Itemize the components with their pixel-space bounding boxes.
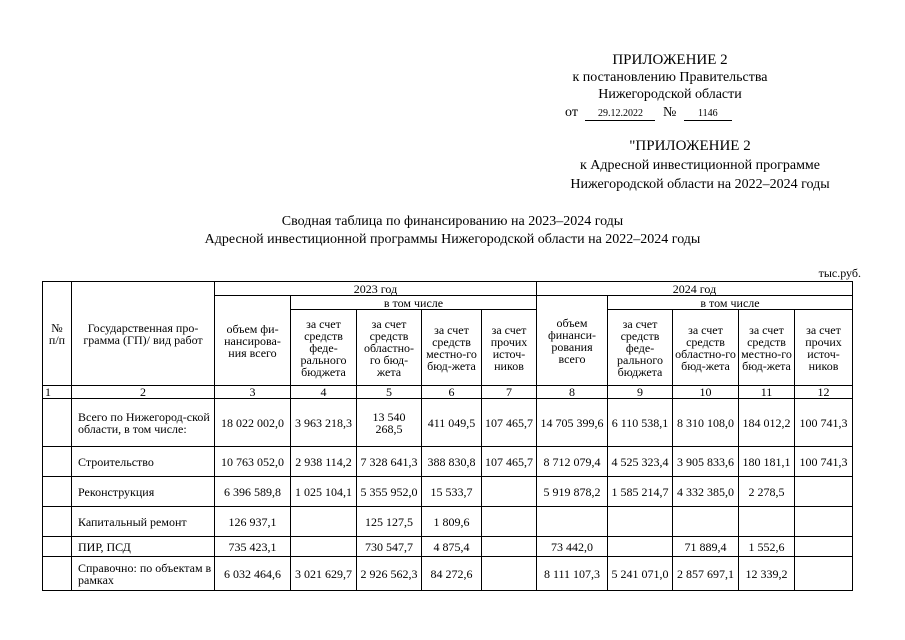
col-number: 6 <box>422 386 482 399</box>
col-number: 2 <box>72 386 215 399</box>
program-appendix-title: "ПРИЛОЖЕНИЕ 2 <box>629 138 751 154</box>
number-value: 1146 <box>684 108 732 121</box>
value-cell: 1 552,6 <box>739 537 795 557</box>
value-cell: 10 763 052,0 <box>215 447 291 477</box>
financing-table <box>42 281 853 591</box>
value-cell: 2 938 114,2 <box>291 447 357 477</box>
row-num-cell <box>43 507 72 537</box>
col-number: 8 <box>537 386 608 399</box>
value-cell: 1 809,6 <box>422 507 482 537</box>
col-number: 3 <box>215 386 291 399</box>
value-cell: 3 905 833,6 <box>673 447 739 477</box>
header-local-2023: за счет средств местно-го бюд-жета <box>422 310 482 386</box>
doc-title-line1: Сводная таблица по финансированию на 2023–2024 годы <box>281 214 624 229</box>
doc-title-line2: Адресной инвестиционной программы Нижегородской области на 2022–2024 годы <box>204 232 701 247</box>
value-cell: 3 021 629,7 <box>291 557 357 591</box>
row-name-cell: Строительство <box>72 447 215 477</box>
value-cell: 15 533,7 <box>422 477 482 507</box>
value-cell: 6 110 538,1 <box>608 399 673 447</box>
header-incl-2023: в том числе <box>291 296 537 310</box>
value-cell: 6 032 464,6 <box>215 557 291 591</box>
value-cell <box>608 537 673 557</box>
row-name-cell: Реконструкция <box>72 477 215 507</box>
header-total-2023: объем фи-нансирова-ния всего <box>215 296 291 386</box>
value-cell <box>608 507 673 537</box>
value-cell: 7 328 641,3 <box>357 447 422 477</box>
value-cell <box>739 507 795 537</box>
units-label: тыс.руб. <box>818 266 861 280</box>
header-total-2024: объем финанси-рования всего <box>537 296 608 386</box>
value-cell: 4 875,4 <box>422 537 482 557</box>
value-cell <box>482 507 537 537</box>
row-name-cell: Всего по Нижегород-ской области, в том числе: <box>72 399 215 447</box>
appendix-date-line <box>565 105 805 121</box>
header-local-2024: за счет средств местно-го бюд-жета <box>739 310 795 386</box>
row-num-cell <box>43 477 72 507</box>
value-cell: 84 272,6 <box>422 557 482 591</box>
value-cell: 8 712 079,4 <box>537 447 608 477</box>
value-cell <box>482 537 537 557</box>
row-name-cell: Капитальный ремонт <box>72 507 215 537</box>
value-cell: 411 049,5 <box>422 399 482 447</box>
value-cell: 388 830,8 <box>422 447 482 477</box>
value-cell: 13 540 268,5 <box>357 399 422 447</box>
value-cell: 100 741,3 <box>795 399 853 447</box>
header-num: № п/п <box>43 282 72 386</box>
value-cell: 2 926 562,3 <box>357 557 422 591</box>
row-num-cell <box>43 399 72 447</box>
value-cell: 180 181,1 <box>739 447 795 477</box>
value-cell: 12 339,2 <box>739 557 795 591</box>
row-name-cell: ПИР, ПСД <box>72 537 215 557</box>
value-cell: 2 857 697,1 <box>673 557 739 591</box>
value-cell: 735 423,1 <box>215 537 291 557</box>
value-cell <box>795 507 853 537</box>
value-cell: 4 332 385,0 <box>673 477 739 507</box>
number-sign: № <box>662 105 677 120</box>
header-other-2024: за счет прочих источ-ников <box>795 310 853 386</box>
table-row <box>43 447 853 477</box>
value-cell <box>291 507 357 537</box>
value-cell: 5 919 878,2 <box>537 477 608 507</box>
value-cell <box>537 507 608 537</box>
value-cell: 8 310 108,0 <box>673 399 739 447</box>
header-incl-2024: в том числе <box>608 296 853 310</box>
value-cell: 3 963 218,3 <box>291 399 357 447</box>
value-cell <box>482 557 537 591</box>
value-cell <box>795 477 853 507</box>
date-value: 29.12.2022 <box>585 108 655 121</box>
date-prefix: от <box>565 105 578 120</box>
col-number: 12 <box>795 386 853 399</box>
appendix-line1: к постановлению Правительства <box>572 70 768 85</box>
header-federal-2023: за счет средств феде-рального бюджета <box>291 310 357 386</box>
value-cell <box>482 477 537 507</box>
row-num-cell <box>43 447 72 477</box>
value-cell <box>795 557 853 591</box>
value-cell: 18 022 002,0 <box>215 399 291 447</box>
value-cell: 4 525 323,4 <box>608 447 673 477</box>
program-appendix-line2: Нижегородской области на 2022–2024 годы <box>570 177 830 192</box>
value-cell: 73 442,0 <box>537 537 608 557</box>
value-cell <box>291 537 357 557</box>
value-cell: 8 111 107,3 <box>537 557 608 591</box>
table-row <box>43 557 853 591</box>
value-cell: 184 012,2 <box>739 399 795 447</box>
row-name-cell: Справочно: по объектам в рамках <box>72 557 215 591</box>
program-appendix-line1: к Адресной инвестиционной программе <box>579 158 821 173</box>
value-cell: 14 705 399,6 <box>537 399 608 447</box>
value-cell: 6 396 589,8 <box>215 477 291 507</box>
col-number: 9 <box>608 386 673 399</box>
col-number: 11 <box>739 386 795 399</box>
col-number: 4 <box>291 386 357 399</box>
row-num-cell <box>43 537 72 557</box>
value-cell: 2 278,5 <box>739 477 795 507</box>
value-cell: 107 465,7 <box>482 447 537 477</box>
col-number: 10 <box>673 386 739 399</box>
table-row <box>43 399 853 447</box>
value-cell: 125 127,5 <box>357 507 422 537</box>
header-program: Государственная про-грамма (ГП)/ вид работ <box>72 282 215 386</box>
table-row <box>43 537 853 557</box>
value-cell: 107 465,7 <box>482 399 537 447</box>
value-cell: 5 355 952,0 <box>357 477 422 507</box>
header-federal-2024: за счет средств феде-рального бюджета <box>608 310 673 386</box>
row-num-cell <box>43 557 72 591</box>
value-cell <box>673 507 739 537</box>
appendix-title: ПРИЛОЖЕНИЕ 2 <box>612 52 728 68</box>
value-cell: 5 241 071,0 <box>608 557 673 591</box>
value-cell: 1 585 214,7 <box>608 477 673 507</box>
value-cell: 100 741,3 <box>795 447 853 477</box>
table-row <box>43 507 853 537</box>
header-regional-2024: за счет средств областно-го бюд-жета <box>673 310 739 386</box>
appendix-line2: Нижегородской области <box>598 87 742 102</box>
value-cell: 730 547,7 <box>357 537 422 557</box>
table-row <box>43 477 853 507</box>
column-number-row <box>43 386 853 399</box>
header-year-2023: 2023 год <box>215 282 537 296</box>
value-cell: 1 025 104,1 <box>291 477 357 507</box>
value-cell: 71 889,4 <box>673 537 739 557</box>
col-number: 1 <box>43 386 72 399</box>
header-regional-2023: за счет средств областно-го бюд-жета <box>357 310 422 386</box>
col-number: 5 <box>357 386 422 399</box>
col-number: 7 <box>482 386 537 399</box>
value-cell: 126 937,1 <box>215 507 291 537</box>
header-other-2023: за счет прочих источ-ников <box>482 310 537 386</box>
value-cell <box>795 537 853 557</box>
header-year-2024: 2024 год <box>537 282 853 296</box>
